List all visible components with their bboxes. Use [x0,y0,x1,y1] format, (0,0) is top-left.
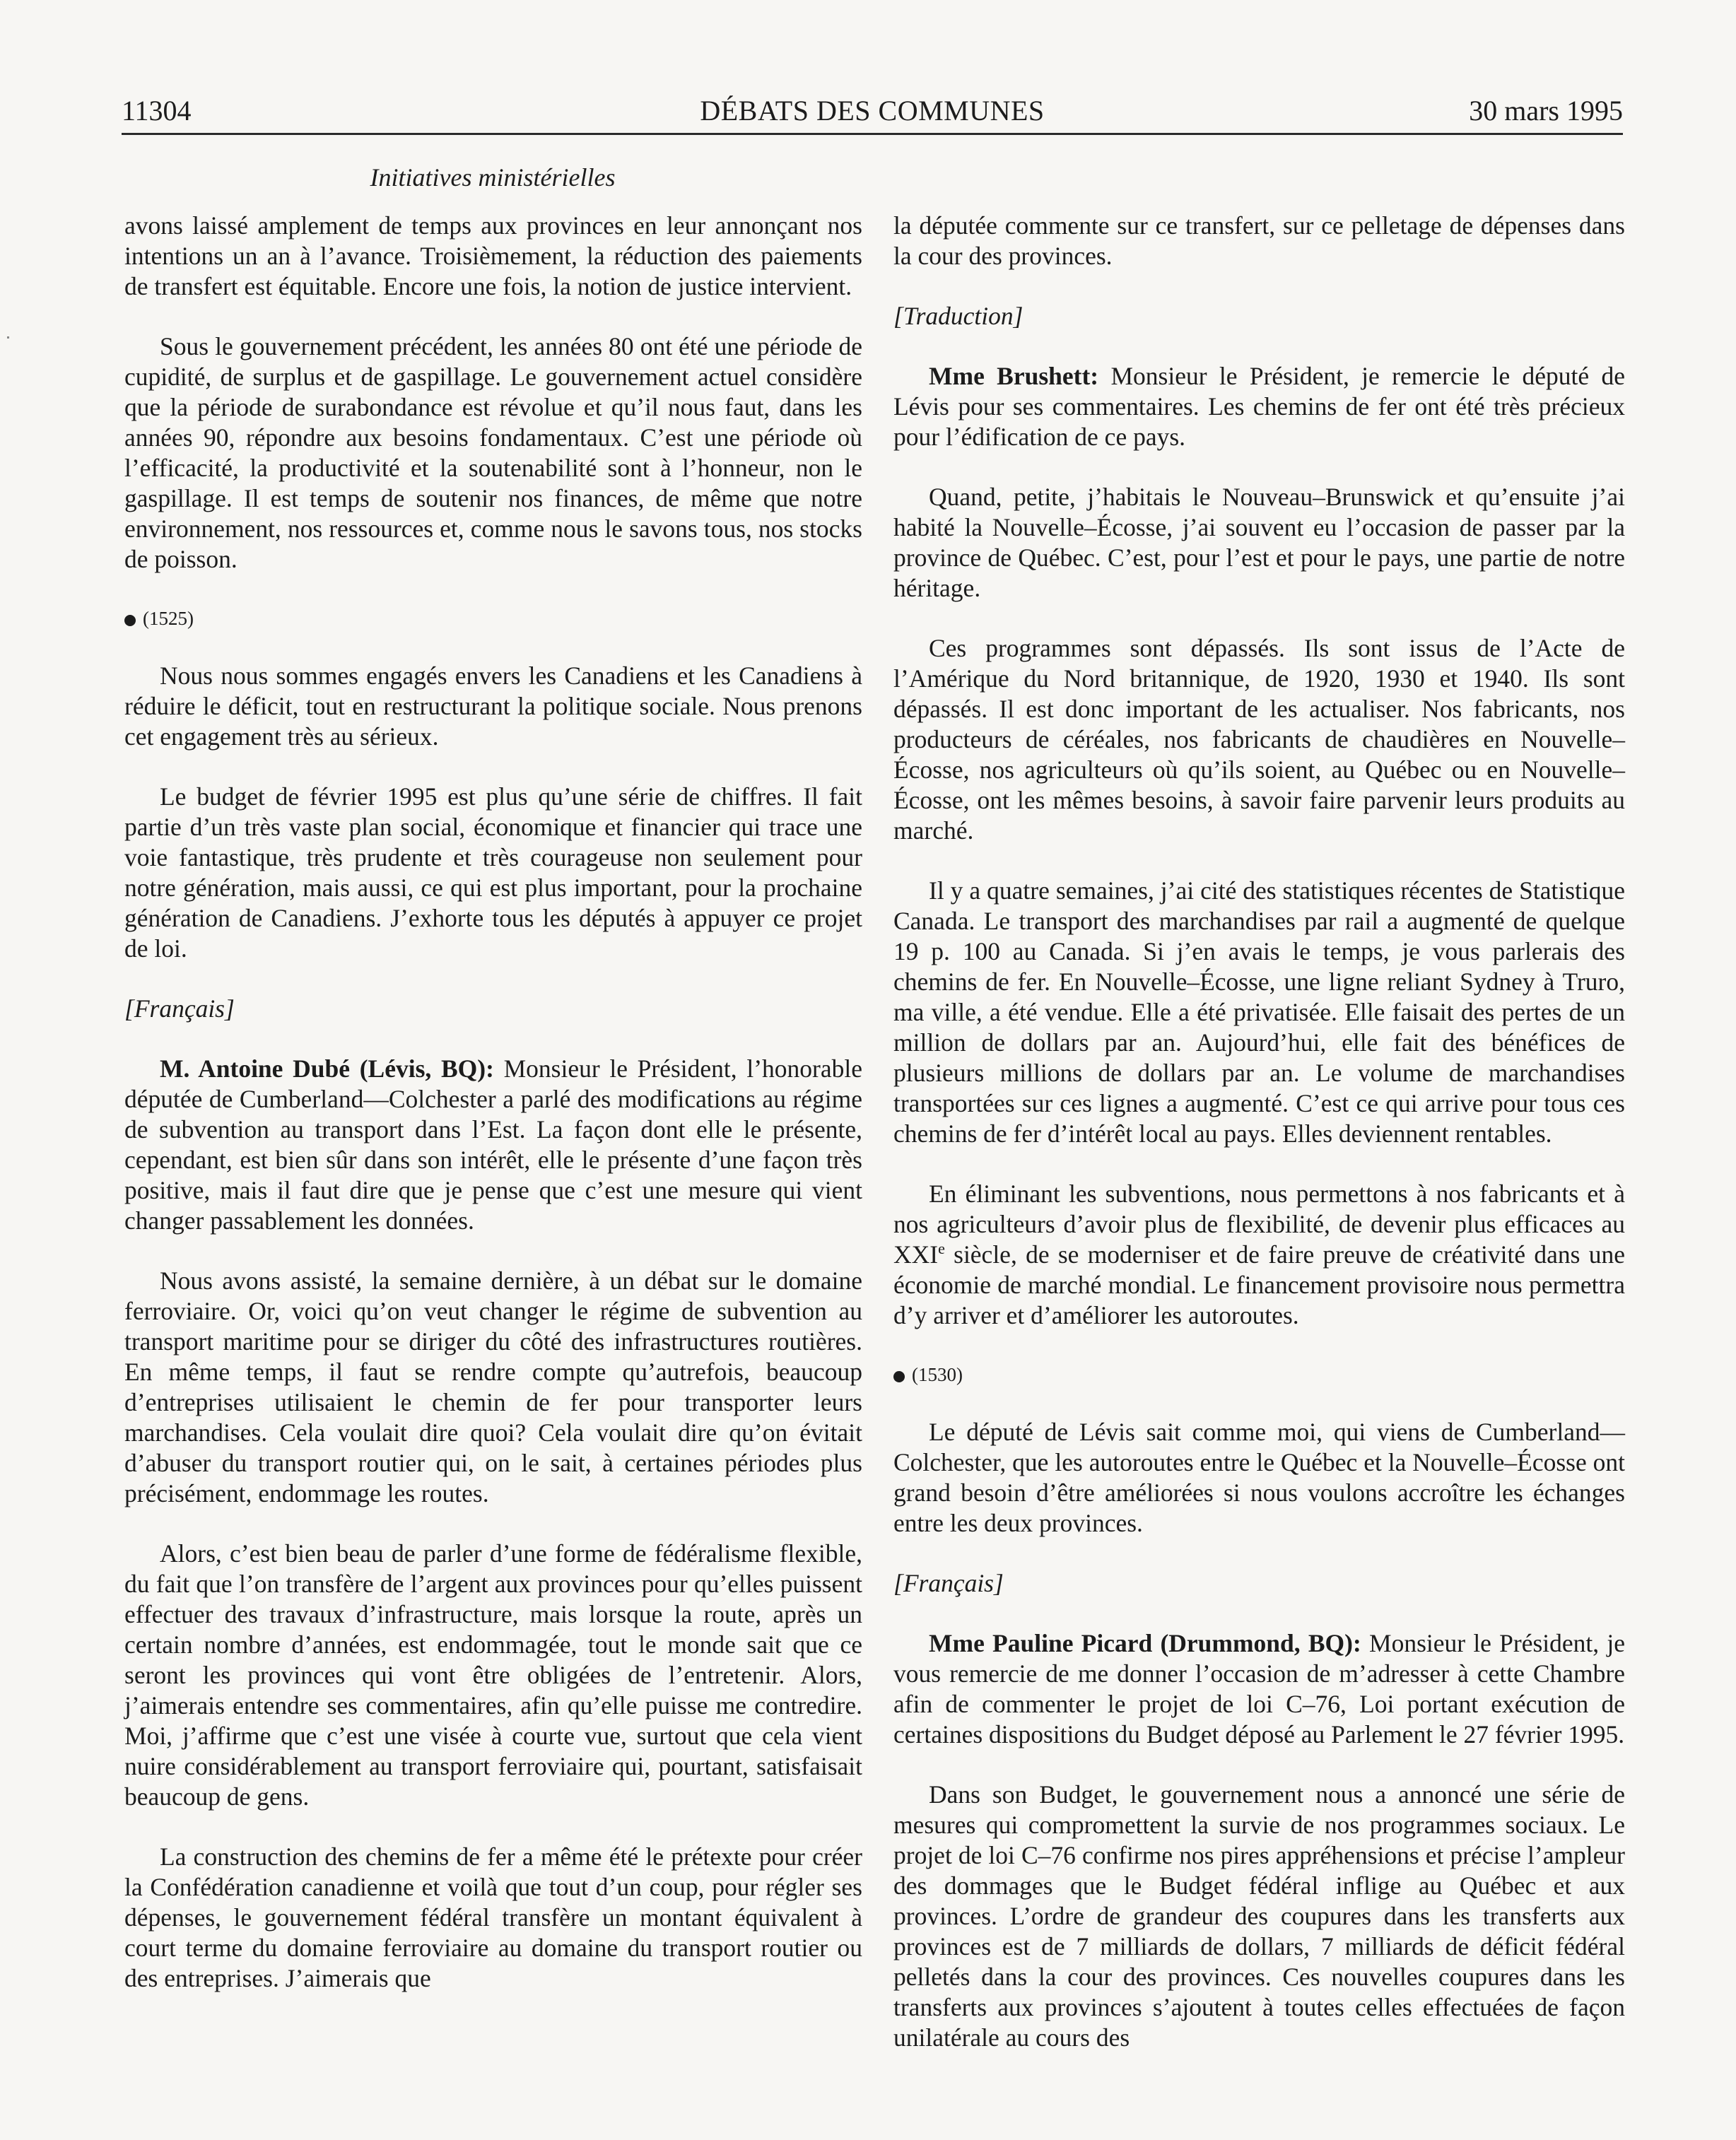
language-tag: [Traduction] [893,302,1024,330]
right-column [893,211,1625,2083]
paragraph [893,1179,1625,1331]
journal-title: DÉBATS DES COMMUNES [700,95,1045,127]
bullet-icon [893,1371,905,1382]
speech-text: Monsieur le Président, l’honorable députée de Cumberland—Colchester a parlé des modifications au régime de subvention au transport dans l’Est. La façon dont elle le présente, cependant, est bien sûr dans son intérêt, elle le présente d’une façon très positive, mais il faut dire que je pense que c’est une mesure qui vient changer passablement les données. [124,1054,862,1235]
paragraph: Dans son Budget, le gouvernement nous a annoncé une série de mesures qui compromettent la survie de nos programmes sociaux. Le projet de loi C–76 confirme nos pires appréhensions et précise l’ampleur des dommages que le Budget fédéral inflige au Québec et aux provinces. L’ordre de grandeur des coupures dans les transferts aux provinces est de 7 milliards de dollars, 7 milliards de déficit fédéral pelletés dans la cour des provinces. Ces nouvelles coupures dans les transferts aux provinces s’ajoutent à toutes celles effectuées de façon unilatérale au cours des [893,1780,1625,2052]
speaker-name: Mme Pauline Picard (Drummond, BQ): [929,1629,1361,1657]
paragraph: Le député de Lévis sait comme moi, qui viens de Cumberland—Colchester, que les autoroutes entre le Québec et la Nouvelle–Écosse ont grand besoin d’être améliorées si nous voulons accroître les échanges entre les deux provinces. [893,1418,1625,1537]
page-number: 11304 [122,95,192,127]
time-marker [124,604,862,633]
time-marker-label: (1530) [912,1364,963,1385]
paragraph-text: En éliminant les subventions, nous permettons à nos fabricants et à nos agriculteurs d’avoir plus de flexibilité, de devenir plus efficaces au XXI [893,1180,1625,1269]
issue-date: 30 mars 1995 [1469,95,1623,127]
paragraph: La construction des chemins de fer a même été le prétexte pour créer la Confédération canadienne et voilà que tout d’un coup, pour régler ses dépenses, le gouvernement fédéral transfère un montant équivalent à court terme du domaine ferroviaire au domaine du transport routier ou des entreprises. J’aimerais que [124,1842,862,1992]
language-tag: [Français] [893,1569,1004,1597]
paragraph: Nous avons assisté, la semaine dernière, à un débat sur le domaine ferroviaire. Or, voici qu’on veut changer le régime de subvention au transport maritime pour se diriger du côté des infrastructures routières. En même temps, il faut se rendre compte qu’autrefois, beaucoup d’entreprises utilisaient le chemin de fer pour transporter leurs marchandises. Cela voulait dire quoi? Cela voulait dire qu’on évitait d’abuser du transport routier qui, on le sait, à certaines périodes plus précisément, endommage les routes. [124,1266,862,1507]
paragraph: Il y a quatre semaines, j’ai cité des statistiques récentes de Statistique Canada. Le transport des marchandises par rail a augmenté de quelque 19 p. 100 au Canada. Si j’en avais le temps, je vous parlerais des chemins de fer. En Nouvelle–Écosse, une ligne reliant Sydney à Truro, ma ville, a été vendue. Elle a été privatisée. Elle faisait des pertes de un million de dollars par an. Aujourd’hui, elle fait des bénéfices de plusieurs millions de dollars par an. Le volume de marchandises transportées sur ces lignes a augmenté. C’est ce qui arrive pour tous ces chemins de fer d’intérêt local au pays. Elles deviennent rentables. [893,876,1625,1148]
page-header [122,89,1623,135]
speech-paragraph [893,1628,1625,1750]
language-tag: [Français] [124,994,235,1023]
paragraph: Alors, c’est bien beau de parler d’une forme de fédéralisme flexible, du fait que l’on transfère de l’argent aux provinces pour qu’elles puissent effectuer des travaux d’infrastructure, mais lorsque la route, après un certain nombre d’années, est endommagée, tout le monde sait que ce seront les provinces qui vont être obligées de l’entretenir. Alors, j’aimerais entendre ses commentaires, afin qu’elle puisse me contredire. Moi, j’affirme que c’est une visée à courte vue, surtout que cela vient nuire considérablement au transport ferroviaire qui, pourtant, satisfaisait beaucoup de gens. [124,1539,862,1811]
paragraph: Nous nous sommes engagés envers les Canadiens et les Canadiens à réduire le déficit, tout en restructurant la politique sociale. Nous prenons cet engagement très au sérieux. [124,662,862,751]
scan-mark [7,336,9,339]
running-title: Initiatives ministérielles [370,163,616,192]
speech-text: Monsieur le Président, je remercie le député de Lévis pour ses commentaires. Les chemins de fer ont été très précieux pour l’édification de ce pays. [893,362,1626,451]
paragraph-text: siècle, de se moderniser et de faire preuve de créativité dans une économie de marché mondial. Le financement provisoire nous permettra d’y arriver et d’améliorer les autoroutes. [893,1240,1625,1329]
speech-text: Monsieur le Président, je vous remercie de me donner l’occasion de m’adresser à cette Chambre afin de commenter le projet de loi C–76, Loi portant exécution de certaines dispositions du Budget déposé au Parlement le 27 février 1995. [893,1629,1625,1748]
time-marker [893,1360,1625,1389]
speech-paragraph [893,361,1625,452]
speaker-name: M. Antoine Dubé (Lévis, BQ): [160,1054,494,1083]
paragraph: la députée commente sur ce transfert, sur ce pelletage de dépenses dans la cour des provinces. [893,211,1625,270]
speaker-name: Mme Brushett: [929,362,1099,390]
paragraph: avons laissé amplement de temps aux provinces en leur annonçant nos intentions un an à l’avance. Troisièmement, la réduction des paiements de transfert est équitable. Encore une fois, la notion de justice intervient. [124,211,862,300]
paragraph: Quand, petite, j’habitais le Nouveau–Brunswick et qu’ensuite j’ai habité la Nouvelle–Écosse, j’ai souvent eu l’occasion de passer par la province de Québec. C’est, pour l’est et pour le pays, une partie de notre héritage. [893,483,1625,602]
paragraph: Ces programmes sont dépassés. Ils sont issus de l’Acte de l’Amérique du Nord britannique, de 1920, 1930 et 1940. Ils sont dépassés. Il est donc important de les actualiser. Nos fabricants, nos producteurs de céréales, nos fabricants de chaudières en Nouvelle–Écosse, nos agriculteurs où qu’ils soient, au Québec ou en Nouvelle–Écosse, ont les mêmes besoins, à savoir faire parvenir leurs produits au marché. [893,634,1625,845]
superscript: e [938,1240,945,1258]
time-marker-label: (1525) [143,608,194,629]
speech-paragraph [124,1054,862,1236]
left-column [124,211,862,2023]
paragraph: Sous le gouvernement précédent, les années 80 ont été une période de cupidité, de surplus et de gaspillage. Le gouvernement actuel considère que la période de surabondance est révolue et qu’il nous faut, dans les années 90, répondre aux besoins fondamentaux. C’est une période où l’efficacité, la productivité et la soutenabilité sont à l’honneur, non le gaspillage. Il est temps de soutenir nos finances, de même que notre environnement, nos ressources et, comme nous le savons tous, nos stocks de poisson. [124,332,862,573]
bullet-icon [124,615,136,626]
paragraph: Le budget de février 1995 est plus qu’une série de chiffres. Il fait partie d’un très vaste plan social, économique et financier qui trace une voie fantastique, très prudente et très courageuse non seulement pour notre génération, mais aussi, ce qui est plus important, pour la prochaine génération de Canadiens. J’exhorte tous les députés à appuyer ce projet de loi. [124,782,862,963]
